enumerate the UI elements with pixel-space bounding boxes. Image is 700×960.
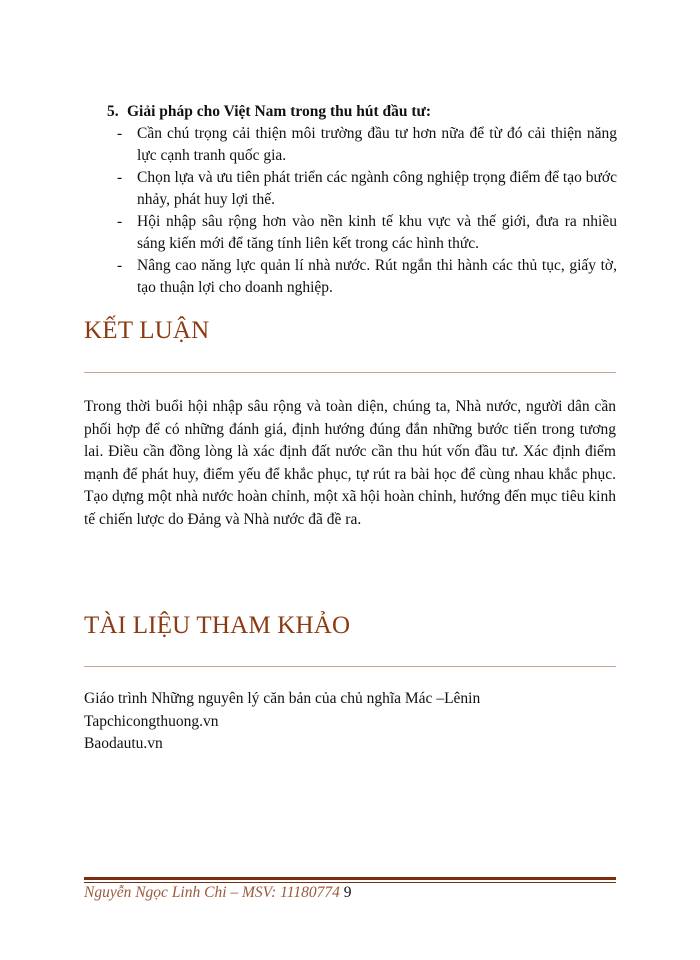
section-5-heading: [107, 101, 617, 123]
list-item-text: Chọn lựa và ưu tiên phát triển các ngành công nghiệp trọng điểm để tạo bước nhảy, phát huy lợi thế.: [137, 169, 617, 208]
references-divider: [84, 666, 616, 667]
list-item-text: Nâng cao năng lực quản lí nhà nước. Rút ngắn thi hành các thủ tục, giấy tờ, tạo thuận lợi cho doanh nghiệp.: [137, 257, 617, 296]
conclusion-paragraph: Trong thời buổi hội nhập sâu rộng và toàn diện, chúng ta, Nhà nước, người dân cần phối hợp để có những đánh giá, định hướng đúng đắn những bước tiến trong tương lai. Điều cần đồng lòng là xác định đất nước cần thu hút vốn đầu tư. Xác định điểm mạnh để phát huy, điểm yếu để khắc phục, tự rút ra bài học để cùng nhau khắc phục. Tạo dựng một nhà nước hoàn chỉnh, một xã hội hoàn chỉnh, hướng đến mục tiêu kinh tế chiến lược do Đảng và Nhà nước đã đề ra.: [84, 398, 616, 528]
list-item: [107, 123, 617, 167]
section-title: Giải pháp cho Việt Nam trong thu hút đầu tư:: [127, 103, 431, 120]
list-item: [107, 255, 617, 299]
footer-author: Nguyễn Ngọc Linh Chi – MSV: 11180774: [84, 884, 340, 901]
reference-item: Giáo trình Những nguyên lý căn bản của chủ nghĩa Mác –Lênin: [84, 690, 481, 707]
list-item: [107, 211, 617, 255]
footer-divider-thin: [84, 882, 616, 883]
bullet-marker: -: [117, 213, 123, 230]
reference-list: [84, 688, 480, 756]
footer-divider-thick: [84, 877, 616, 880]
reference-item: Baodautu.vn: [84, 735, 163, 752]
list-item: [107, 167, 617, 211]
page-number: 9: [343, 884, 352, 901]
references-heading: TÀI LIỆU THAM KHẢO: [84, 612, 351, 639]
list-item-text: Hội nhập sâu rộng hơn vào nền kinh tế khu vực và thế giới, đưa ra nhiều sáng kiến mới để tăng tính liên kết trong các hình thức.: [137, 213, 617, 252]
conclusion-divider: [84, 372, 616, 373]
page-footer: [84, 884, 352, 902]
bullet-marker: -: [117, 125, 123, 142]
solution-list: [107, 123, 617, 299]
list-item-text: Cần chú trọng cải thiện môi trường đầu tư hơn nữa để từ đó cải thiện năng lực cạnh tranh quốc gia.: [137, 125, 617, 164]
reference-item: Tapchicongthuong.vn: [84, 712, 219, 730]
bullet-marker: -: [117, 169, 123, 186]
section-number: 5.: [107, 103, 119, 120]
bullet-marker: -: [117, 257, 123, 274]
section-5: [107, 101, 617, 299]
conclusion-heading: KẾT LUẬN: [84, 317, 210, 344]
